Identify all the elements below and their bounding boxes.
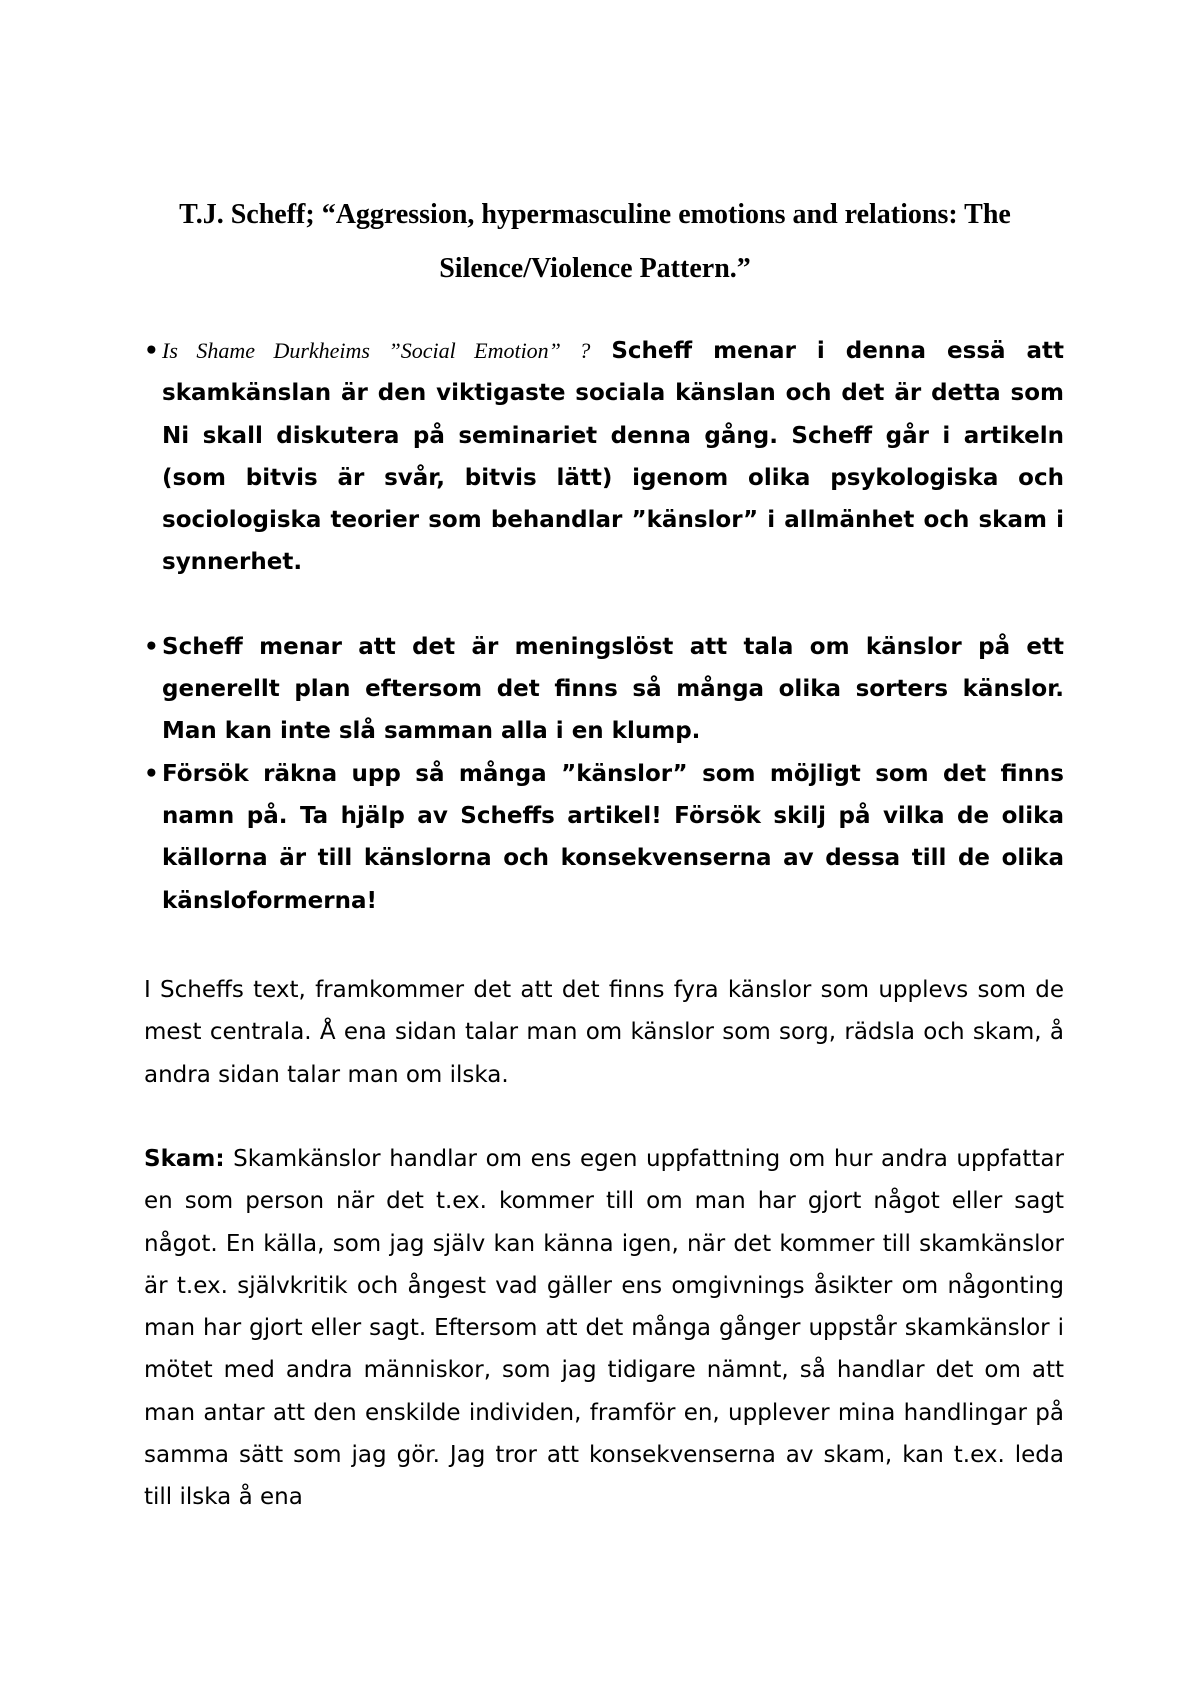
- bullet-item-shame: [144, 330, 1064, 584]
- bullet-text: Scheff menar att det är meningslöst att tala om känslor på ett generellt plan eftersom det finns så många olika sorters känslor. Man kan inte slå samman alla i en klump.: [162, 633, 1064, 745]
- bullet-item-list-emotions: [144, 753, 1064, 922]
- bullet-text: Scheff menar i denna essä att skamkänslan är den viktigaste sociala känslan och det är detta som Ni skall diskutera på seminariet denna gång. Scheff går i artikeln (som bitvis är svår, bitvis lätt) igenom olika psykologiska och sociologiska teorier som behandlar ”känslor” i allmänhet och skam i synnerhet.: [162, 338, 1065, 576]
- bullet-marker: •: [144, 760, 159, 787]
- bullet-marker: •: [144, 633, 159, 660]
- assignment-bullet-list: [144, 330, 1064, 922]
- bullet-text: Försök räkna upp så många ”känslor” som möjligt som det finns namn på. Ta hjälp av Scheffs artikel! Försök skilj på vilka de olika källorna är till känslorna och konsekvenserna av dessa till de olika känsloformerna!: [162, 760, 1064, 914]
- bullet-italic-question: Is Shame Durkheims ”Social Emotion” ?: [162, 338, 591, 363]
- paragraph-shame-text: Skamkänslor handlar om ens egen uppfattning om hur andra uppfattar en som person när det t.ex. kommer till om man har gjort något eller sagt något. En källa, som jag själv kan känna igen, när det kommer till skamkänslor är t.ex. självkritik och ångest vad gäller ens omgivnings åsikter om någonting man har gjort eller sagt. Eftersom att det många gånger uppstår skamkänslor i mötet med andra människor, som jag tidigare nämnt, så handlar det om att man antar att den enskilde individen, framför en, upplever mina handlingar på samma sätt som jag gör. Jag tror att konsekvenserna av skam, kan t.ex. leda till ilska å ena: [144, 1146, 1064, 1511]
- paragraph-shame-label: Skam:: [144, 1146, 225, 1172]
- bullet-item-general-plane: [144, 626, 1064, 753]
- bullet-marker: •: [144, 338, 159, 364]
- document-title: T.J. Scheff; “Aggression, hypermasculine emotions and relations: The Silence/Violence Pattern.”: [179, 199, 1011, 284]
- paragraph-shame: [144, 1138, 1064, 1519]
- paragraph-four-emotions: I Scheffs text, framkommer det att det finns fyra känslor som upplevs som de mest centrala. Å ena sidan talar man om känslor som sorg, rädsla och skam, å andra sidan talar man om ilska.: [144, 977, 1064, 1088]
